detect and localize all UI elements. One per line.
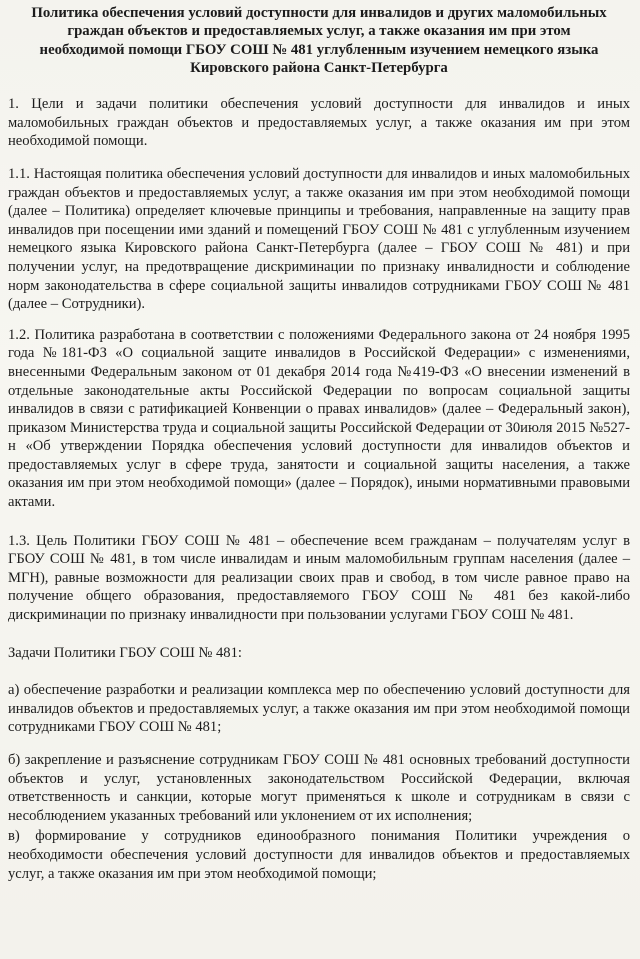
paragraph-1-1: 1.1. Настоящая политика обеспечения условий доступности для инвалидов и иных маломобильных граждан объектов и предоставляемых услуг, а также оказания им при этом необходимой помощи (далее – Политика) определяет ключевые принципы и требования, направленные на защиту прав инвалидов при посещении ими зданий и помещений ГБОУ СОШ № 481 с углубленным изучением немецкого языка Кировского района Санкт-Петербурга (далее – ГБОУ СОШ № 481) и при получении услуг, на предотвращение дискриминации по признаку инвалидности и соблюдение норм законодательства в сфере социальной защиты инвалидов сотрудниками ГБОУ СОШ № 481 (далее – Сотрудники). [8, 165, 630, 313]
task-a: а) обеспечение разработки и реализации комплекса мер по обеспечению условий доступности для инвалидов объектов и предоставляемых услуг, а также оказания им при этом необходимой помощи сотрудниками ГБОУ СОШ № 481; [8, 682, 630, 736]
document-body [8, 77, 630, 883]
task-b: б) закрепление и разъяснение сотрудникам ГБОУ СОШ № 481 основных требований доступности объектов и услуг, установленных законодательством Российской Федерации, включая ответственность и санкции, которые могут применяться к школе и сотрудникам в связи с несоблюдением указанных требований или уклонением от их исполнения; [8, 752, 630, 824]
tasks-heading: Задачи Политики ГБОУ СОШ № 481: [8, 644, 242, 661]
paragraph-1-3: 1.3. Цель Политики ГБОУ СОШ № 481 – обеспечение всем гражданам – получателям услуг в ГБОУ СОШ № 481, в том числе инвалидам и иным маломобильным группам населения (далее – МГН), равные возможности для реализации своих прав и свобод, в том числе равное право на получение общего образования, предоставляемого ГБОУ СОШ № 481 без какой-либо дискриминации по признаку инвалидности при пользовании услугами ГБОУ СОШ № 481. [8, 532, 630, 624]
section-1-heading: 1. Цели и задачи политики обеспечения условий доступности для инвалидов и иных маломобильных граждан объектов и предоставляемых услуг, а также оказания им при этом необходимой помощи. [8, 96, 630, 150]
document-title: Политика обеспечения условий доступности для инвалидов и других маломобильных граждан объектов и предоставляемых услуг, а также оказания им при этом необходимой помощи ГБОУ СОШ № 481 углубленным изучением немецкого языка Кировского района Санкт-Петербурга [31, 5, 607, 76]
paragraph-1-2: 1.2. Политика разработана в соответствии с положениями Федерального закона от 24 ноября 1995 года №181-ФЗ «О социальной защите инвалидов в Российской Федерации» с изменениями, внесенными Федеральным законом от 01 декабря 2014 года №419-ФЗ «О внесении изменений в отдельные законодательные акты Российской Федерации по вопросам социальной защиты инвалидов в связи с ратификацией Конвенции о правах инвалидов» (далее – Федеральный закон), приказом Министерства труда и социальной защиты Российской Федерации от 30июля 2015 №527-н «Об утверждении Порядка обеспечения условий доступности для инвалидов объектов и предоставляемых услуг в сфере труда, занятости и социальной защиты населения, а также оказания им при этом необходимой помощи» (далее – Порядок), иными нормативными правовыми актами. [8, 326, 630, 511]
task-c: в) формирование у сотрудников единообразного понимания Политики учреждения о необходимости обеспечения условий доступности для инвалидов объектов и предоставляемых услуг, а также оказания им при этом необходимой помощи; [8, 828, 630, 882]
